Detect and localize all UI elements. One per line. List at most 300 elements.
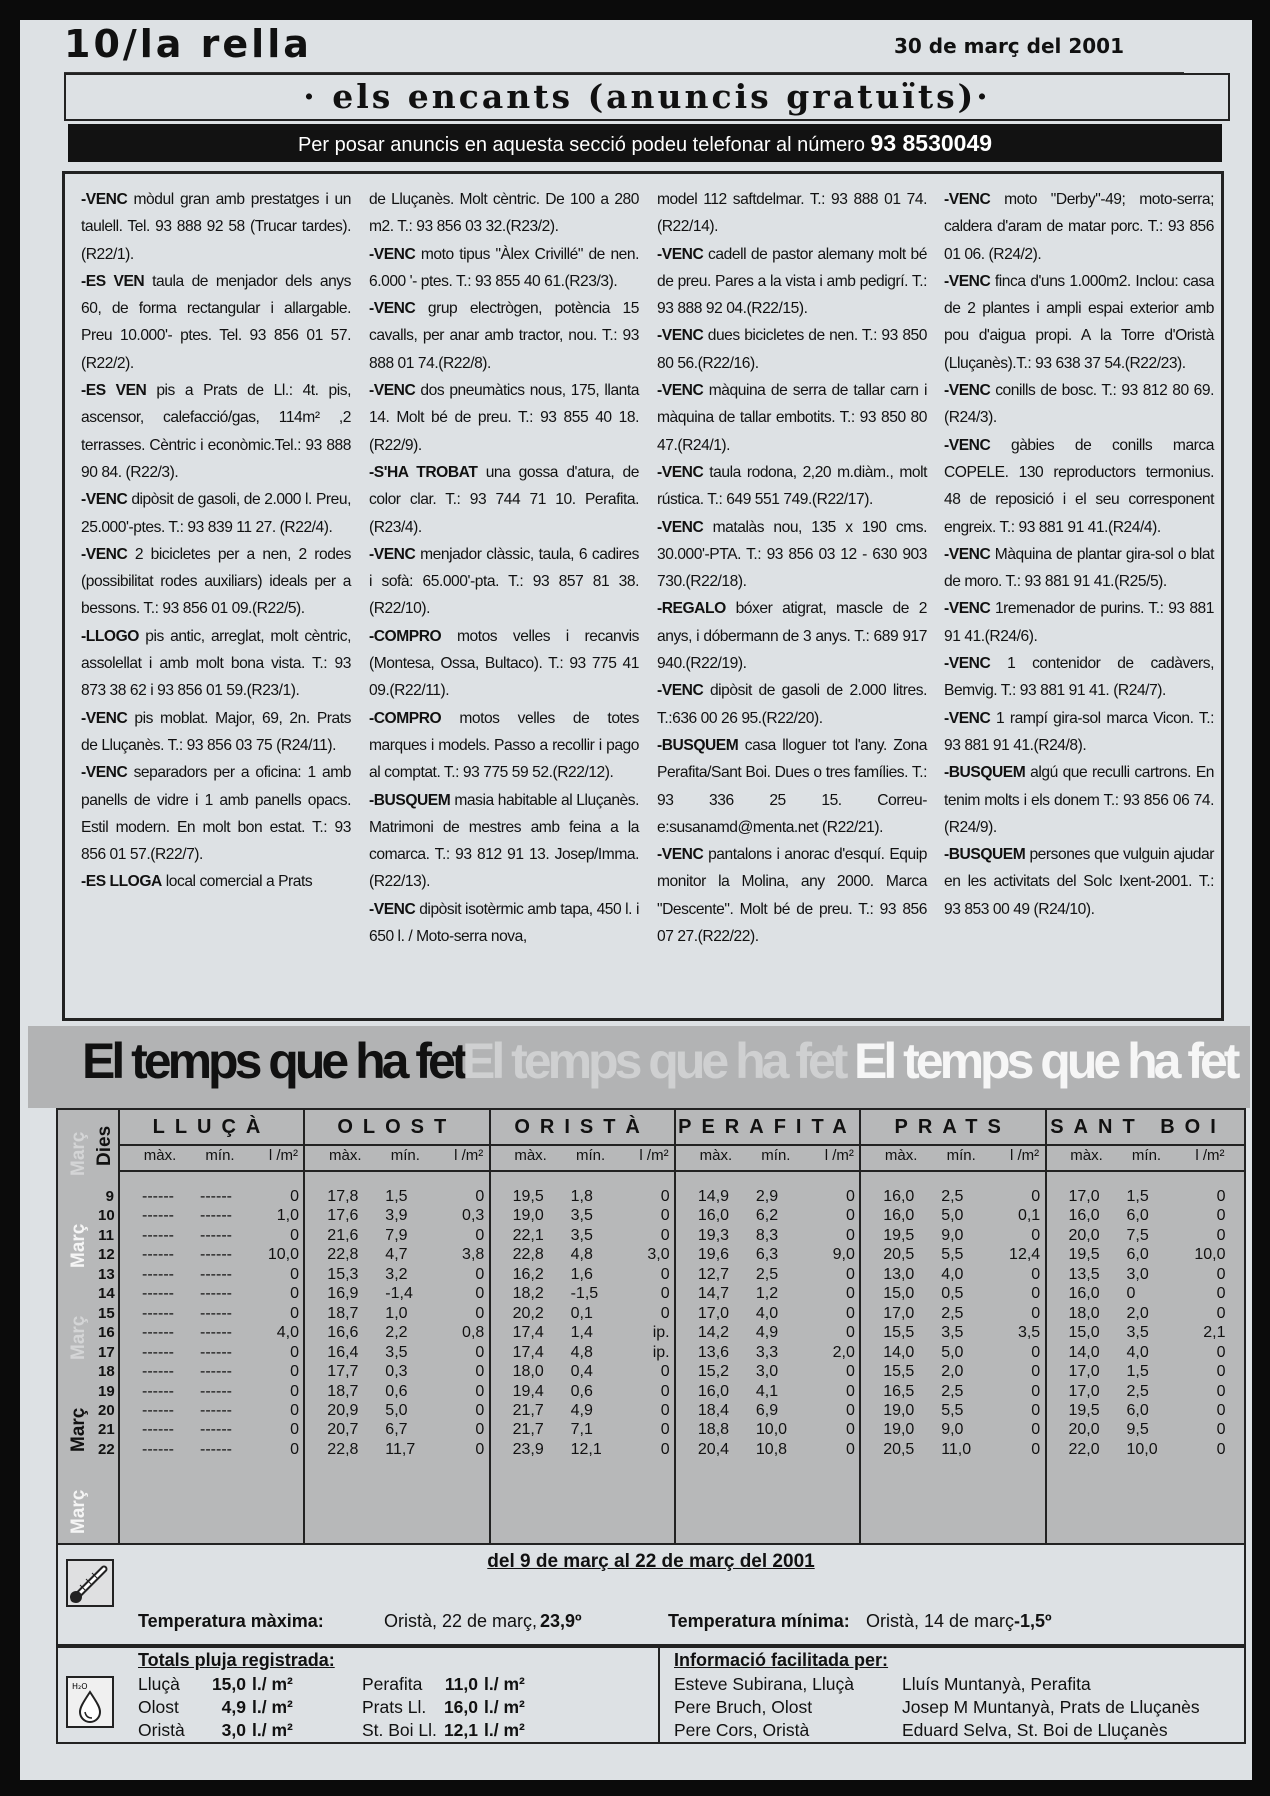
classified-ad — [81, 623, 351, 705]
weather-value: 8,3 — [755, 1226, 779, 1244]
weather-value: 3,5 — [1126, 1324, 1149, 1342]
weather-value: ------ — [142, 1363, 174, 1381]
classified-ad — [81, 541, 351, 623]
weather-value: 3,5 — [570, 1207, 593, 1225]
weather-value: 4,9 — [755, 1324, 779, 1342]
ad-text: persones que vulguin ajudar en les activitats del Solc Ixent-2001. T.: 93 853 00 49 (R24/10). — [944, 846, 1214, 918]
weather-table — [56, 1108, 1246, 1545]
weather-value: 0 — [290, 1343, 299, 1361]
weather-value: ------ — [200, 1207, 232, 1225]
day-number: 21 — [98, 1421, 115, 1439]
station-separator — [859, 1110, 861, 1543]
weather-value: 3,2 — [385, 1265, 408, 1283]
weather-value: 0 — [660, 1226, 670, 1244]
station-name: PRATS — [894, 1116, 1011, 1138]
weather-value: 15,5 — [883, 1324, 915, 1342]
weather-value: 15,5 — [883, 1363, 915, 1381]
weather-value: 20,0 — [1068, 1421, 1100, 1439]
weather-value: 1,6 — [570, 1265, 593, 1283]
weather-value: ------ — [200, 1382, 232, 1400]
classified-ad — [657, 377, 927, 459]
weather-value: 6,3 — [755, 1246, 779, 1264]
weather-value: 7,1 — [570, 1421, 593, 1439]
ad-keyword: -BUSQUEM — [369, 791, 451, 809]
weather-value: 0 — [1216, 1440, 1226, 1458]
weather-value: 0 — [1126, 1285, 1136, 1303]
column-header: mín. — [390, 1147, 420, 1164]
weather-value: ------ — [200, 1324, 232, 1342]
weather-value: 14,0 — [883, 1343, 915, 1361]
classified-ad — [657, 841, 927, 950]
weather-value: 0 — [475, 1363, 485, 1381]
ad-text: dos pneumàtics nous, 175, llanta 14. Molt bé de preu. T.: 93 855 40 18.(R22/9). — [369, 382, 639, 454]
weather-value: 2,1 — [1203, 1324, 1226, 1342]
day-number: 11 — [98, 1226, 114, 1244]
weather-value: 16,0 — [883, 1207, 915, 1225]
weather-value: 16,0 — [697, 1382, 730, 1400]
ad-keyword: -COMPRO — [369, 627, 442, 645]
ad-text: taula rodona, 2,20 m.diàm., molt rústica. T.: 649 551 749.(R22/17). — [657, 463, 927, 509]
ad-keyword: -VENC — [944, 382, 991, 400]
weather-value: ------ — [142, 1324, 174, 1342]
classified-ad — [944, 541, 1214, 596]
ad-keyword: -VENC — [944, 655, 991, 673]
weather-value: 19,4 — [512, 1382, 544, 1400]
weather-value: 5,0 — [385, 1401, 408, 1419]
column-header: màx. — [1070, 1147, 1103, 1164]
weather-value: 21,7 — [512, 1421, 544, 1439]
period-range: del 9 de març al 22 de març del 2001 — [487, 1551, 815, 1572]
day-number: 10 — [98, 1207, 115, 1225]
column-header: l /m² — [454, 1147, 484, 1164]
classified-ad — [369, 377, 639, 459]
month-label-3: Març — [68, 1315, 89, 1360]
ad-text: moto tipus "Àlex Crivillé" de nen. 6.000 '- ptes. T.: 93 855 40 61.(R23/3). — [369, 245, 639, 290]
ad-keyword: -VENC — [944, 272, 991, 290]
weather-value: 0 — [475, 1421, 485, 1439]
classified-ad — [657, 514, 927, 596]
column-header: màx. — [699, 1147, 733, 1164]
classified-ad — [369, 896, 639, 951]
ad-text: taula de menjador dels anys 60, de forma rectangular i allargable. Preu 10.000'- ptes. Tel. 93 856 01 57.(R22/2). — [81, 272, 352, 372]
weather-value: 19,5 — [883, 1226, 915, 1244]
ad-text: dipòsit de gasoli de 2.000 litres. T.:636 00 26 95.(R22/20). — [657, 682, 927, 727]
rain-place: Prats Ll. — [362, 1697, 427, 1717]
header-rule-1 — [120, 1144, 1246, 1146]
weather-value: 23,9 — [512, 1440, 544, 1458]
classified-ad — [81, 705, 351, 760]
weather-value: 0 — [660, 1265, 670, 1283]
ad-keyword: -VENC — [657, 682, 704, 700]
page-title: 10/la rella — [64, 22, 312, 66]
ad-keyword: -BUSQUEM — [944, 764, 1026, 782]
classified-ad — [657, 241, 927, 323]
weather-value: 0,8 — [462, 1324, 485, 1342]
weather-value: 0 — [475, 1265, 485, 1283]
station-name: PERAFITA — [678, 1116, 857, 1138]
classified-ad — [81, 377, 351, 486]
weather-value: ------ — [200, 1246, 232, 1264]
rain-unit: l./ m² — [252, 1674, 293, 1694]
dies-label: Dies — [94, 1125, 115, 1166]
masthead — [64, 20, 1184, 74]
ad-text: motos velles i recanvis (Montesa, Ossa, Bultaco). T.: 93 775 41 09.(R22/11). — [369, 627, 639, 700]
weather-value: -1,4 — [385, 1285, 413, 1303]
phone-text: Per posar anuncis en aquesta secció podeu telefonar al número — [297, 134, 865, 156]
weather-value: 17,0 — [1068, 1382, 1100, 1400]
classified-ad — [944, 650, 1214, 705]
weather-value: 16,2 — [512, 1265, 544, 1283]
weather-value: 0 — [290, 1401, 299, 1419]
classified-ad — [944, 759, 1214, 841]
ad-text: masia habitable al Lluçanès. Matrimoni de mestres amb feina a la comarca. T.: 93 812 91 13. Josep/Imma.(R22/13). — [369, 791, 639, 891]
weather-value: 7,9 — [385, 1226, 408, 1244]
weather-value: ------ — [200, 1226, 232, 1244]
weather-value: 11,7 — [385, 1440, 416, 1458]
weather-value: 0 — [475, 1226, 485, 1244]
weather-value: 4,7 — [385, 1246, 408, 1264]
rain-unit: l./ m² — [252, 1697, 293, 1717]
classified-ad — [657, 732, 927, 841]
weather-value: 7,5 — [1126, 1226, 1149, 1244]
weather-value: 12,4 — [1009, 1246, 1041, 1264]
column-header: màx. — [143, 1147, 177, 1164]
weather-value: 0 — [1031, 1285, 1041, 1303]
day-number: 14 — [98, 1285, 115, 1303]
ad-text: dues bicicletes de nen. T.: 93 850 80 56.(R22/16). — [657, 327, 927, 372]
weather-value: 2,0 — [941, 1363, 964, 1381]
ad-keyword: -BUSQUEM — [657, 736, 739, 754]
weather-value: 17,7 — [327, 1363, 359, 1381]
ad-keyword: -VENC — [81, 491, 128, 509]
section-title: · els encants (anuncis gratuïts)· — [303, 77, 991, 116]
weather-value: 0 — [660, 1440, 670, 1458]
ad-text: conills de bosc. T.: 93 812 80 69. (R24/3). — [944, 382, 1214, 427]
weather-value: 2,5 — [941, 1188, 964, 1205]
weather-value: 0 — [1031, 1421, 1041, 1439]
weather-value: 18,0 — [1068, 1304, 1100, 1322]
classified-ad — [81, 868, 351, 895]
weather-value: 15,0 — [883, 1285, 915, 1303]
weather-value: ------ — [142, 1265, 174, 1283]
tmax-place: Oristà, 22 de març, — [384, 1611, 538, 1631]
weather-value: 17,0 — [1068, 1363, 1100, 1381]
weather-value: 0 — [845, 1304, 855, 1322]
info-contributor: Lluís Muntanyà, Perafita — [902, 1674, 1091, 1694]
weather-heading-echo-light: El temps que ha fet — [854, 1033, 1237, 1089]
weather-value: 21,7 — [512, 1401, 544, 1419]
column-header: mín. — [946, 1147, 976, 1164]
tmin-label: Temperatura mínima: — [668, 1611, 850, 1631]
ad-keyword: -REGALO — [657, 600, 726, 618]
weather-value: 2,0 — [832, 1343, 855, 1361]
weather-value: 22,0 — [1068, 1440, 1100, 1458]
weather-value: 12,7 — [697, 1265, 730, 1283]
ad-keyword: -VENC — [657, 518, 704, 536]
weather-value: 1,0 — [276, 1207, 299, 1225]
weather-value: ------ — [200, 1421, 232, 1439]
weather-value: 0 — [290, 1265, 299, 1283]
column-header: l /m² — [1195, 1147, 1225, 1164]
weather-value: 18,7 — [327, 1382, 359, 1400]
ad-keyword: -ES VEN — [81, 272, 145, 290]
weather-value: 2,0 — [1126, 1304, 1149, 1322]
ad-keyword: -VENC — [369, 245, 416, 263]
weather-value: 3,5 — [1017, 1324, 1041, 1342]
weather-value: 3,5 — [941, 1324, 964, 1342]
weather-value: 10,0 — [1126, 1440, 1158, 1458]
weather-value: 0 — [1031, 1382, 1041, 1400]
classified-ad — [944, 186, 1214, 268]
station-separator — [674, 1110, 676, 1543]
station-name: OLOST — [337, 1116, 457, 1138]
weather-value: 0 — [1216, 1226, 1226, 1244]
weather-value: 13,6 — [697, 1343, 730, 1361]
rain-unit: l./ m² — [484, 1674, 525, 1694]
ad-keyword: -BUSQUEM — [944, 846, 1026, 864]
weather-value: 5,0 — [941, 1207, 964, 1225]
ad-keyword: -VENC — [944, 545, 991, 563]
weather-value: 18,4 — [697, 1401, 730, 1419]
weather-value: 22,8 — [327, 1440, 359, 1458]
weather-value: 10,0 — [755, 1421, 788, 1439]
ad-text: motos velles de totes marques i models. Passo a recollir i pago al comptat. T.: 93 775 59 52.(R22/12). — [369, 709, 639, 782]
ad-text: de Lluçanès. Molt cèntric. De 100 a 280 m2. T.: 93 856 03 32.(R23/2). — [369, 191, 639, 236]
weather-value: ------ — [142, 1285, 174, 1303]
weather-value: 6,9 — [755, 1401, 779, 1419]
issue-date: 30 de març del 2001 — [893, 34, 1124, 58]
weather-value: 3,0 — [755, 1363, 779, 1381]
weather-value: 15,0 — [1068, 1324, 1100, 1342]
tmax-label: Temperatura màxima: — [138, 1611, 324, 1631]
weather-value: 0 — [660, 1421, 670, 1439]
station-separator — [489, 1110, 491, 1543]
rain-unit: l./ m² — [252, 1720, 293, 1740]
weather-value: 13,0 — [883, 1265, 915, 1283]
weather-value: 0 — [290, 1382, 299, 1400]
column-header: l /m² — [1010, 1147, 1040, 1164]
ad-keyword: -S'HA TROBAT — [369, 463, 478, 481]
weather-value: 0 — [845, 1324, 855, 1342]
classified-ad — [369, 241, 639, 296]
weather-value: ip. — [652, 1343, 670, 1361]
weather-value: 18,0 — [512, 1363, 544, 1381]
weather-value: ------ — [200, 1343, 232, 1361]
ad-text: Màquina de plantar gira-sol o blat de moro. T.: 93 881 91 41.(R25/5). — [944, 545, 1214, 591]
weather-value: 6,7 — [385, 1421, 408, 1439]
tmin-place: Oristà, 14 de març — [866, 1611, 1015, 1631]
classified-ad — [369, 459, 639, 541]
ad-keyword: -VENC — [657, 846, 704, 864]
period-summary — [56, 1545, 1246, 1646]
ad-text: menjador clàssic, taula, 6 cadires i sofà: 65.000'-pta. T.: 93 857 81 38.(R22/10). — [369, 545, 639, 618]
rain-totals — [56, 1646, 1246, 1744]
weather-value: 5,0 — [941, 1343, 964, 1361]
ad-keyword: -ES LLOGA — [81, 873, 162, 891]
weather-value: ------ — [142, 1207, 174, 1225]
info-contributor: Josep M Muntanyà, Prats de Lluçanès — [902, 1697, 1200, 1717]
ad-text: dipòsit de gasoli, de 2.000 l. Preu, 25.000'-ptes. T.: 93 839 11 27. (R22/4). — [81, 491, 351, 536]
weather-value: 0 — [660, 1207, 670, 1225]
ad-keyword: -VENC — [369, 900, 416, 918]
weather-value: 16,0 — [697, 1207, 730, 1225]
ad-text: algú que reculli cartrons. En tenim molts i els donem T.: 93 856 06 74. (R24/9). — [944, 764, 1214, 836]
ad-text: pis moblat. Major, 69, 2n. Prats de Lluçanès. T.: 93 856 03 75 (R24/11). — [81, 709, 351, 754]
weather-value: ------ — [200, 1440, 232, 1458]
weather-value: 13,5 — [1068, 1265, 1100, 1283]
weather-value: 20,2 — [512, 1304, 544, 1322]
tmin-value: -1,5º — [1014, 1611, 1052, 1631]
ads-column-4 — [944, 186, 1214, 923]
weather-value: 0 — [845, 1265, 855, 1283]
weather-value: 4,8 — [570, 1246, 593, 1264]
month-label-4: Març — [68, 1407, 89, 1452]
weather-value: 0,3 — [462, 1207, 485, 1225]
weather-value: ------ — [200, 1401, 232, 1419]
weather-value: 17,4 — [512, 1324, 544, 1342]
weather-value: 0 — [845, 1421, 855, 1439]
weather-value: 0 — [660, 1401, 670, 1419]
ads-column-2 — [369, 186, 639, 950]
weather-value: 0 — [845, 1207, 855, 1225]
column-header: l /m² — [639, 1147, 669, 1164]
weather-value: 16,0 — [1068, 1285, 1100, 1303]
ad-text: model 112 saftdelmar. T.: 93 888 01 74.(R22/14). — [657, 191, 927, 236]
weather-value: 10,0 — [267, 1246, 299, 1264]
weather-value: 19,5 — [512, 1188, 544, 1205]
month-label-5: Març — [68, 1489, 89, 1534]
weather-value: 4,0 — [755, 1304, 779, 1322]
rain-place: St. Boi Ll. — [362, 1720, 437, 1740]
weather-value: 0,1 — [1017, 1207, 1041, 1225]
ad-text: una gossa d'atura, de color clar. T.: 93 744 71 10. Perafita.(R23/4). — [369, 463, 639, 536]
classified-ad — [369, 295, 639, 377]
rain-value: 3,0 — [221, 1720, 246, 1740]
weather-value: 0 — [1216, 1285, 1226, 1303]
weather-value: 0 — [1031, 1363, 1041, 1381]
weather-value: 20,5 — [883, 1246, 915, 1264]
column-header: mín. — [1131, 1147, 1162, 1164]
weather-value: 19,0 — [883, 1421, 915, 1439]
weather-value: 14,7 — [697, 1285, 730, 1303]
weather-value: 0 — [475, 1343, 485, 1361]
weather-value: 0 — [1031, 1265, 1041, 1283]
classified-ad — [369, 623, 639, 705]
weather-value: 0 — [290, 1226, 299, 1244]
weather-value: 2,2 — [385, 1324, 408, 1342]
ad-text: cadell de pastor alemany molt bé de preu. Pares a la vista i amb pedigrí. T.: 93 888 92 04.(R22/15). — [657, 245, 927, 318]
weather-value: 22,1 — [512, 1226, 544, 1244]
ad-keyword: -VENC — [657, 245, 704, 263]
weather-value: 18,7 — [327, 1304, 359, 1322]
weather-value: ------ — [142, 1246, 174, 1264]
weather-value: 0 — [475, 1285, 485, 1303]
weather-value: 3,9 — [385, 1207, 408, 1225]
rain-place: Olost — [138, 1697, 179, 1717]
weather-value: 0 — [660, 1188, 670, 1205]
weather-value: 18,8 — [697, 1421, 730, 1439]
weather-value: 16,5 — [883, 1382, 915, 1400]
weather-value: ------ — [142, 1421, 174, 1439]
water-drop-icon — [66, 1676, 114, 1728]
info-contributor: Pere Bruch, Olost — [674, 1697, 813, 1717]
rain-place: Perafita — [362, 1674, 423, 1694]
weather-value: ------ — [142, 1226, 174, 1244]
month-label-1: Març — [68, 1131, 89, 1176]
weather-value: 4,0 — [276, 1324, 299, 1342]
weather-value: 0 — [845, 1363, 855, 1381]
station-separator — [303, 1110, 305, 1543]
column-header: l /m² — [824, 1147, 854, 1164]
station-name: SANT BOI — [1050, 1116, 1226, 1138]
weather-value: 17,0 — [697, 1304, 730, 1322]
weather-value: 0 — [1216, 1265, 1226, 1283]
classified-ad — [944, 841, 1214, 923]
weather-value: 6,0 — [1126, 1246, 1149, 1264]
weather-value: 15,3 — [327, 1265, 359, 1283]
weather-value: 0 — [1031, 1343, 1041, 1361]
classified-ad — [369, 787, 639, 896]
ad-text: pis a Prats de Ll.: 4t. pis, ascensor, calefacció/gas, 114m² ,2 terrasses. Cèntric i econòmic.Tel.: 93 888 90 84. (R22/3). — [81, 382, 352, 481]
weather-value: 3,0 — [1126, 1265, 1149, 1283]
classified-ad — [657, 186, 927, 241]
weather-value: ------ — [142, 1440, 174, 1458]
weather-value: 6,0 — [1126, 1401, 1149, 1419]
column-header: màx. — [884, 1147, 918, 1164]
weather-value: 18,2 — [512, 1285, 544, 1303]
info-contributor: Eduard Selva, St. Boi de Lluçanès — [902, 1720, 1168, 1740]
weather-value: 0 — [660, 1304, 670, 1322]
day-number: 18 — [98, 1363, 115, 1381]
classified-ad — [81, 186, 351, 268]
weather-value: ------ — [142, 1304, 174, 1322]
weather-value: 0 — [1216, 1304, 1226, 1322]
rain-value: 16,0 — [443, 1697, 478, 1717]
weather-value: 20,9 — [327, 1401, 359, 1419]
weather-value: 0,4 — [570, 1363, 593, 1381]
rain-unit: l./ m² — [484, 1697, 525, 1717]
weather-value: 2,5 — [755, 1265, 779, 1283]
day-number: 20 — [98, 1401, 115, 1419]
rain-value: 4,9 — [221, 1697, 246, 1717]
phone-number: 93 8530049 — [870, 130, 993, 156]
rain-value: 11,0 — [444, 1674, 478, 1694]
station-name: ORISTÀ — [514, 1116, 650, 1138]
weather-value: 0 — [845, 1188, 855, 1205]
weather-value: 1,5 — [385, 1188, 408, 1205]
classified-ad — [944, 705, 1214, 760]
classified-ad — [944, 432, 1214, 541]
classified-ad — [657, 677, 927, 732]
day-number: 15 — [98, 1304, 115, 1322]
h2o-label: H₂O — [72, 1682, 88, 1691]
classified-ad — [81, 486, 351, 541]
weather-value: 19,3 — [697, 1226, 730, 1244]
ad-text: 2 bicicletes per a nen, 2 rodes (possibilitat rodes auxiliars) ideals per a bessons. T.: 93 856 01 09.(R22/5). — [81, 545, 351, 618]
weather-value: 1,2 — [755, 1285, 779, 1303]
weather-value: 0 — [1031, 1401, 1041, 1419]
info-contributor: Pere Cors, Oristà — [674, 1720, 810, 1740]
weather-value: 19,5 — [1068, 1246, 1100, 1264]
tmax-value: 23,9º — [540, 1611, 582, 1631]
weather-value: 2,5 — [1126, 1382, 1149, 1400]
weather-value: 16,6 — [327, 1324, 359, 1342]
weather-value: 20,0 — [1068, 1226, 1100, 1244]
weather-value: ------ — [142, 1382, 174, 1400]
weather-value: 4,9 — [570, 1401, 593, 1419]
weather-value: 0 — [845, 1382, 855, 1400]
station-name: LLUÇÀ — [152, 1116, 271, 1138]
